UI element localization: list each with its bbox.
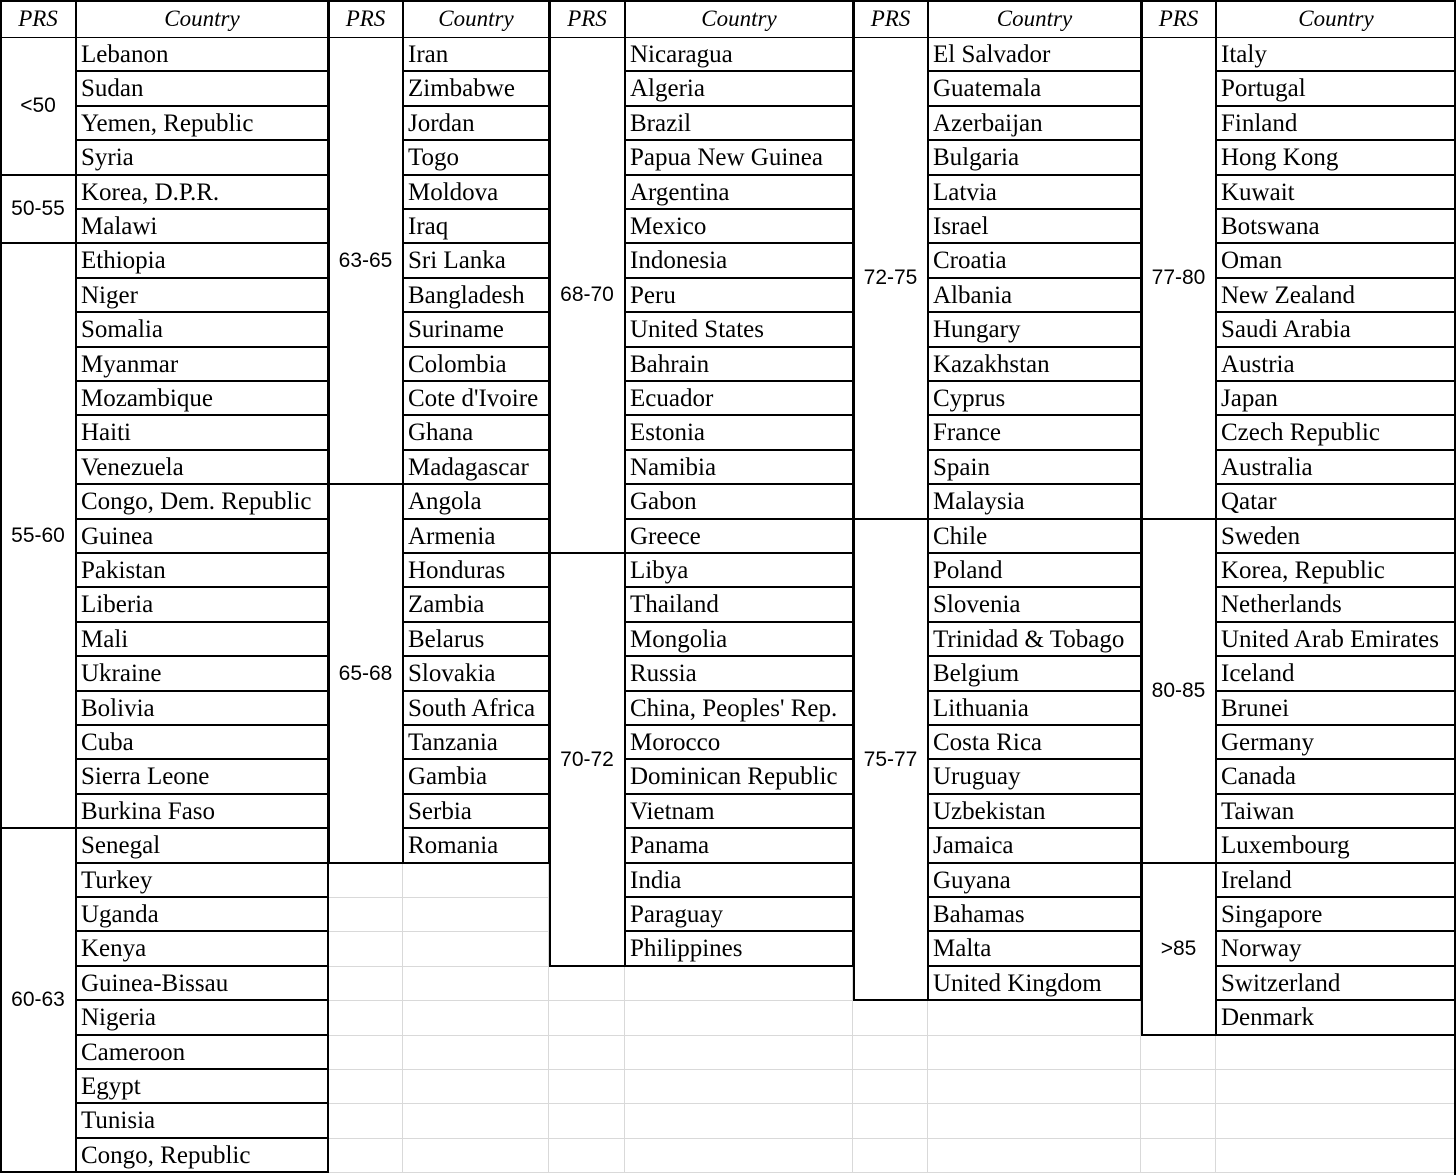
country-cell: Mongolia <box>625 623 853 657</box>
country-cell: Jamaica <box>928 829 1141 864</box>
empty-cell <box>549 1070 625 1104</box>
country-cell: Ghana <box>403 416 549 451</box>
prs-range-cell <box>853 38 928 520</box>
empty-cell <box>403 967 549 1001</box>
country-cell: Nicaragua <box>625 38 853 72</box>
country-cell: Jordan <box>403 107 549 141</box>
country-cell: Ireland <box>1216 864 1456 898</box>
prs-range-cell <box>0 176 76 244</box>
country-cell: Myanmar <box>76 348 328 382</box>
country-cell: Bahrain <box>625 348 853 382</box>
country-cell: Hungary <box>928 313 1141 348</box>
prs-range-cell <box>1141 38 1216 520</box>
country-cell: United Arab Emirates <box>1216 623 1456 657</box>
empty-cell <box>853 1036 928 1070</box>
empty-cell <box>625 1070 853 1104</box>
empty-cell <box>328 864 403 898</box>
empty-cell <box>328 1001 403 1036</box>
country-cell: Taiwan <box>1216 795 1456 829</box>
country-cell: Canada <box>1216 760 1456 795</box>
prs-range-cell <box>328 38 403 485</box>
country-cell: Vietnam <box>625 795 853 829</box>
country-cell: Egypt <box>76 1070 328 1104</box>
empty-cell <box>403 1036 549 1070</box>
prs-header: PRS <box>1158 6 1199 31</box>
country-cell: Denmark <box>1216 1001 1456 1036</box>
table-rule <box>1215 0 1217 1036</box>
prs-range-label: 63-65 <box>338 248 393 272</box>
empty-cell <box>549 967 625 1001</box>
empty-cell <box>1141 1036 1216 1070</box>
empty-cell <box>328 1036 403 1070</box>
empty-cell <box>328 1139 403 1173</box>
country-cell: Guinea <box>76 520 328 554</box>
country-cell: Belgium <box>928 657 1141 692</box>
country-cell: Colombia <box>403 348 549 382</box>
empty-cell <box>1216 1036 1456 1070</box>
country-cell: Iceland <box>1216 657 1456 692</box>
country-cell: Sri Lanka <box>403 244 549 279</box>
country-cell: China, Peoples' Rep. <box>625 692 853 726</box>
country-cell: Gambia <box>403 760 549 795</box>
empty-cell <box>853 1139 928 1173</box>
country-cell: Thailand <box>625 588 853 623</box>
country-cell: Cote d'Ivoire <box>403 382 549 416</box>
empty-cell <box>853 1104 928 1139</box>
country-cell: Zambia <box>403 588 549 623</box>
empty-cell <box>1141 1104 1216 1139</box>
table-rule <box>402 0 404 864</box>
prs-range-label: 55-60 <box>11 523 65 547</box>
country-cell: Norway <box>1216 932 1456 967</box>
country-cell: Russia <box>625 657 853 692</box>
prs-range-cell <box>0 829 76 1173</box>
country-cell: Israel <box>928 210 1141 244</box>
prs-range-cell <box>0 244 76 829</box>
prs-range-cell <box>0 38 76 176</box>
country-cell: Panama <box>625 829 853 864</box>
prs-range-cell <box>853 520 928 1001</box>
country-cell: Malawi <box>76 210 328 244</box>
country-cell: Iran <box>403 38 549 72</box>
country-cell: Switzerland <box>1216 967 1456 1001</box>
country-cell: Cuba <box>76 726 328 760</box>
empty-cell <box>328 1104 403 1139</box>
country-cell: Mexico <box>625 210 853 244</box>
empty-cell <box>853 1001 928 1036</box>
country-cell: Chile <box>928 520 1141 554</box>
country-cell: Sierra Leone <box>76 760 328 795</box>
prs-range-label: >85 <box>1160 937 1197 960</box>
country-cell: Japan <box>1216 382 1456 416</box>
country-cell: France <box>928 416 1141 451</box>
country-cell: Kuwait <box>1216 176 1456 210</box>
country-cell: Spain <box>928 451 1141 485</box>
country-cell: Australia <box>1216 451 1456 485</box>
prs-range-cell <box>1141 864 1216 1036</box>
country-cell: Malaysia <box>928 485 1141 520</box>
country-cell: Latvia <box>928 176 1141 210</box>
prs-range-label: 70-72 <box>560 747 614 771</box>
country-cell: Senegal <box>76 829 328 864</box>
country-cell: El Salvador <box>928 38 1141 72</box>
prs-header: PRS <box>18 6 58 31</box>
country-cell: Italy <box>1216 38 1456 72</box>
country-cell: Serbia <box>403 795 549 829</box>
empty-cell <box>328 932 403 967</box>
country-cell: Venezuela <box>76 451 328 485</box>
empty-cell <box>625 1104 853 1139</box>
prs-header: PRS <box>870 6 911 31</box>
empty-cell <box>928 1139 1141 1173</box>
country-cell: Poland <box>928 554 1141 588</box>
country-cell: Germany <box>1216 726 1456 760</box>
empty-cell <box>853 1070 928 1104</box>
country-cell: Slovakia <box>403 657 549 692</box>
empty-cell <box>1216 1070 1456 1104</box>
country-cell: Trinidad & Tobago <box>928 623 1141 657</box>
country-cell: Uruguay <box>928 760 1141 795</box>
country-cell: Somalia <box>76 313 328 348</box>
country-cell: India <box>625 864 853 898</box>
country-cell: Kazakhstan <box>928 348 1141 382</box>
table-rule <box>549 0 551 967</box>
empty-cell <box>403 1070 549 1104</box>
country-cell: Lithuania <box>928 692 1141 726</box>
country-cell: Syria <box>76 141 328 176</box>
country-cell: Algeria <box>625 72 853 107</box>
country-cell: Burkina Faso <box>76 795 328 829</box>
country-cell: Philippines <box>625 932 853 967</box>
empty-cell <box>403 864 549 898</box>
country-cell: Zimbabwe <box>403 72 549 107</box>
prs-range-cell <box>1141 520 1216 864</box>
country-cell: Madagascar <box>403 451 549 485</box>
prs-range-label: <50 <box>20 94 56 117</box>
country-cell: Brazil <box>625 107 853 141</box>
country-cell: Singapore <box>1216 898 1456 932</box>
country-cell: Paraguay <box>625 898 853 932</box>
empty-cell <box>549 1001 625 1036</box>
country-cell: Bangladesh <box>403 279 549 313</box>
country-cell: Mali <box>76 623 328 657</box>
country-cell: Luxembourg <box>1216 829 1456 864</box>
country-cell: Saudi Arabia <box>1216 313 1456 348</box>
empty-cell <box>328 898 403 932</box>
country-cell: Uganda <box>76 898 328 932</box>
prs-range-label: 80-85 <box>1151 679 1206 702</box>
country-cell: Croatia <box>928 244 1141 279</box>
country-cell: Lebanon <box>76 38 328 72</box>
country-cell: Costa Rica <box>928 726 1141 760</box>
country-cell: Oman <box>1216 244 1456 279</box>
country-cell: Tanzania <box>403 726 549 760</box>
empty-cell <box>928 1036 1141 1070</box>
country-cell: Austria <box>1216 348 1456 382</box>
country-cell: Brunei <box>1216 692 1456 726</box>
country-cell: Liberia <box>76 588 328 623</box>
country-cell: Greece <box>625 520 853 554</box>
prs-range-label: 65-68 <box>338 661 393 685</box>
country-cell: Ukraine <box>76 657 328 692</box>
country-header: Country <box>701 6 777 31</box>
country-cell: Ecuador <box>625 382 853 416</box>
table-rule <box>0 0 2 1173</box>
country-cell: Congo, Dem. Republic <box>76 485 328 520</box>
country-cell: Turkey <box>76 864 328 898</box>
prs-range-cell <box>549 38 625 554</box>
country-header: Country <box>1298 6 1374 31</box>
country-cell: Argentina <box>625 176 853 210</box>
table-rule <box>75 0 77 1173</box>
empty-cell <box>549 1104 625 1139</box>
empty-cell <box>328 967 403 1001</box>
country-cell: Congo, Republic <box>76 1139 328 1173</box>
country-cell: Sweden <box>1216 520 1456 554</box>
empty-cell <box>328 1070 403 1104</box>
empty-cell <box>928 1104 1141 1139</box>
country-cell: Slovenia <box>928 588 1141 623</box>
country-cell: Honduras <box>403 554 549 588</box>
country-cell: Estonia <box>625 416 853 451</box>
country-cell: Libya <box>625 554 853 588</box>
country-cell: Malta <box>928 932 1141 967</box>
country-cell: United States <box>625 313 853 348</box>
prs-range-label: 77-80 <box>1151 266 1206 289</box>
country-cell: Korea, Republic <box>1216 554 1456 588</box>
country-cell: Angola <box>403 485 549 520</box>
country-cell: Kenya <box>76 932 328 967</box>
table-rule <box>624 0 626 967</box>
empty-cell <box>403 1139 549 1173</box>
empty-cell <box>625 1036 853 1070</box>
empty-cell <box>1216 1104 1456 1139</box>
country-cell: Czech Republic <box>1216 416 1456 451</box>
empty-cell <box>1216 1139 1456 1173</box>
prs-range-label: 75-77 <box>863 747 918 771</box>
country-cell: Indonesia <box>625 244 853 279</box>
empty-cell <box>1141 1070 1216 1104</box>
country-header: Country <box>164 6 240 31</box>
prs-range-label: 60-63 <box>11 988 65 1011</box>
country-cell: Suriname <box>403 313 549 348</box>
empty-cell <box>1141 1139 1216 1173</box>
prs-range-label: 72-75 <box>863 266 918 289</box>
empty-cell <box>549 1036 625 1070</box>
country-cell: Namibia <box>625 451 853 485</box>
country-cell: Qatar <box>1216 485 1456 520</box>
prs-header: PRS <box>345 6 386 31</box>
country-cell: Tunisia <box>76 1104 328 1139</box>
country-cell: Romania <box>403 829 549 864</box>
country-cell: Peru <box>625 279 853 313</box>
empty-cell <box>403 1001 549 1036</box>
country-cell: Gabon <box>625 485 853 520</box>
country-cell: Iraq <box>403 210 549 244</box>
table-rule <box>1141 0 1143 1036</box>
country-cell: Albania <box>928 279 1141 313</box>
country-cell: Hong Kong <box>1216 141 1456 176</box>
country-cell: Moldova <box>403 176 549 210</box>
empty-cell <box>549 1139 625 1173</box>
country-cell: Morocco <box>625 726 853 760</box>
country-cell: Togo <box>403 141 549 176</box>
country-cell: Yemen, Republic <box>76 107 328 141</box>
country-cell: South Africa <box>403 692 549 726</box>
prs-range-label: 68-70 <box>560 283 614 306</box>
empty-cell <box>403 932 549 967</box>
country-cell: Pakistan <box>76 554 328 588</box>
country-cell: Papua New Guinea <box>625 141 853 176</box>
country-cell: Sudan <box>76 72 328 107</box>
country-cell: Guinea-Bissau <box>76 967 328 1001</box>
prs-range-label: 50-55 <box>11 197 65 220</box>
country-cell: Guatemala <box>928 72 1141 107</box>
country-cell: Bolivia <box>76 692 328 726</box>
country-cell: Haiti <box>76 416 328 451</box>
country-cell: Azerbaijan <box>928 107 1141 141</box>
country-cell: Ethiopia <box>76 244 328 279</box>
country-cell: Bahamas <box>928 898 1141 932</box>
country-cell: Cameroon <box>76 1036 328 1070</box>
country-cell: Portugal <box>1216 72 1456 107</box>
country-cell: United Kingdom <box>928 967 1141 1001</box>
country-cell: New Zealand <box>1216 279 1456 313</box>
prs-range-cell <box>549 554 625 967</box>
country-cell: Belarus <box>403 623 549 657</box>
table-rule <box>927 0 929 1001</box>
country-cell: Bulgaria <box>928 141 1141 176</box>
country-cell: Armenia <box>403 520 549 554</box>
empty-cell <box>928 1070 1141 1104</box>
empty-cell <box>625 1001 853 1036</box>
country-cell: Uzbekistan <box>928 795 1141 829</box>
empty-cell <box>928 1001 1141 1036</box>
empty-cell <box>403 898 549 932</box>
empty-cell <box>403 1104 549 1139</box>
table-rule <box>0 0 1456 2</box>
country-cell: Korea, D.P.R. <box>76 176 328 210</box>
empty-cell <box>625 967 853 1001</box>
country-cell: Dominican Republic <box>625 760 853 795</box>
prs-header: PRS <box>567 6 607 31</box>
country-cell: Nigeria <box>76 1001 328 1036</box>
country-header: Country <box>438 6 514 31</box>
empty-cell <box>625 1139 853 1173</box>
table-rule <box>328 0 330 864</box>
prs-range-cell <box>328 485 403 864</box>
country-cell: Guyana <box>928 864 1141 898</box>
table-rule <box>853 0 855 1001</box>
country-cell: Cyprus <box>928 382 1141 416</box>
country-cell: Botswana <box>1216 210 1456 244</box>
country-header: Country <box>996 6 1073 31</box>
country-cell: Niger <box>76 279 328 313</box>
country-cell: Netherlands <box>1216 588 1456 623</box>
country-cell: Finland <box>1216 107 1456 141</box>
country-cell: Mozambique <box>76 382 328 416</box>
